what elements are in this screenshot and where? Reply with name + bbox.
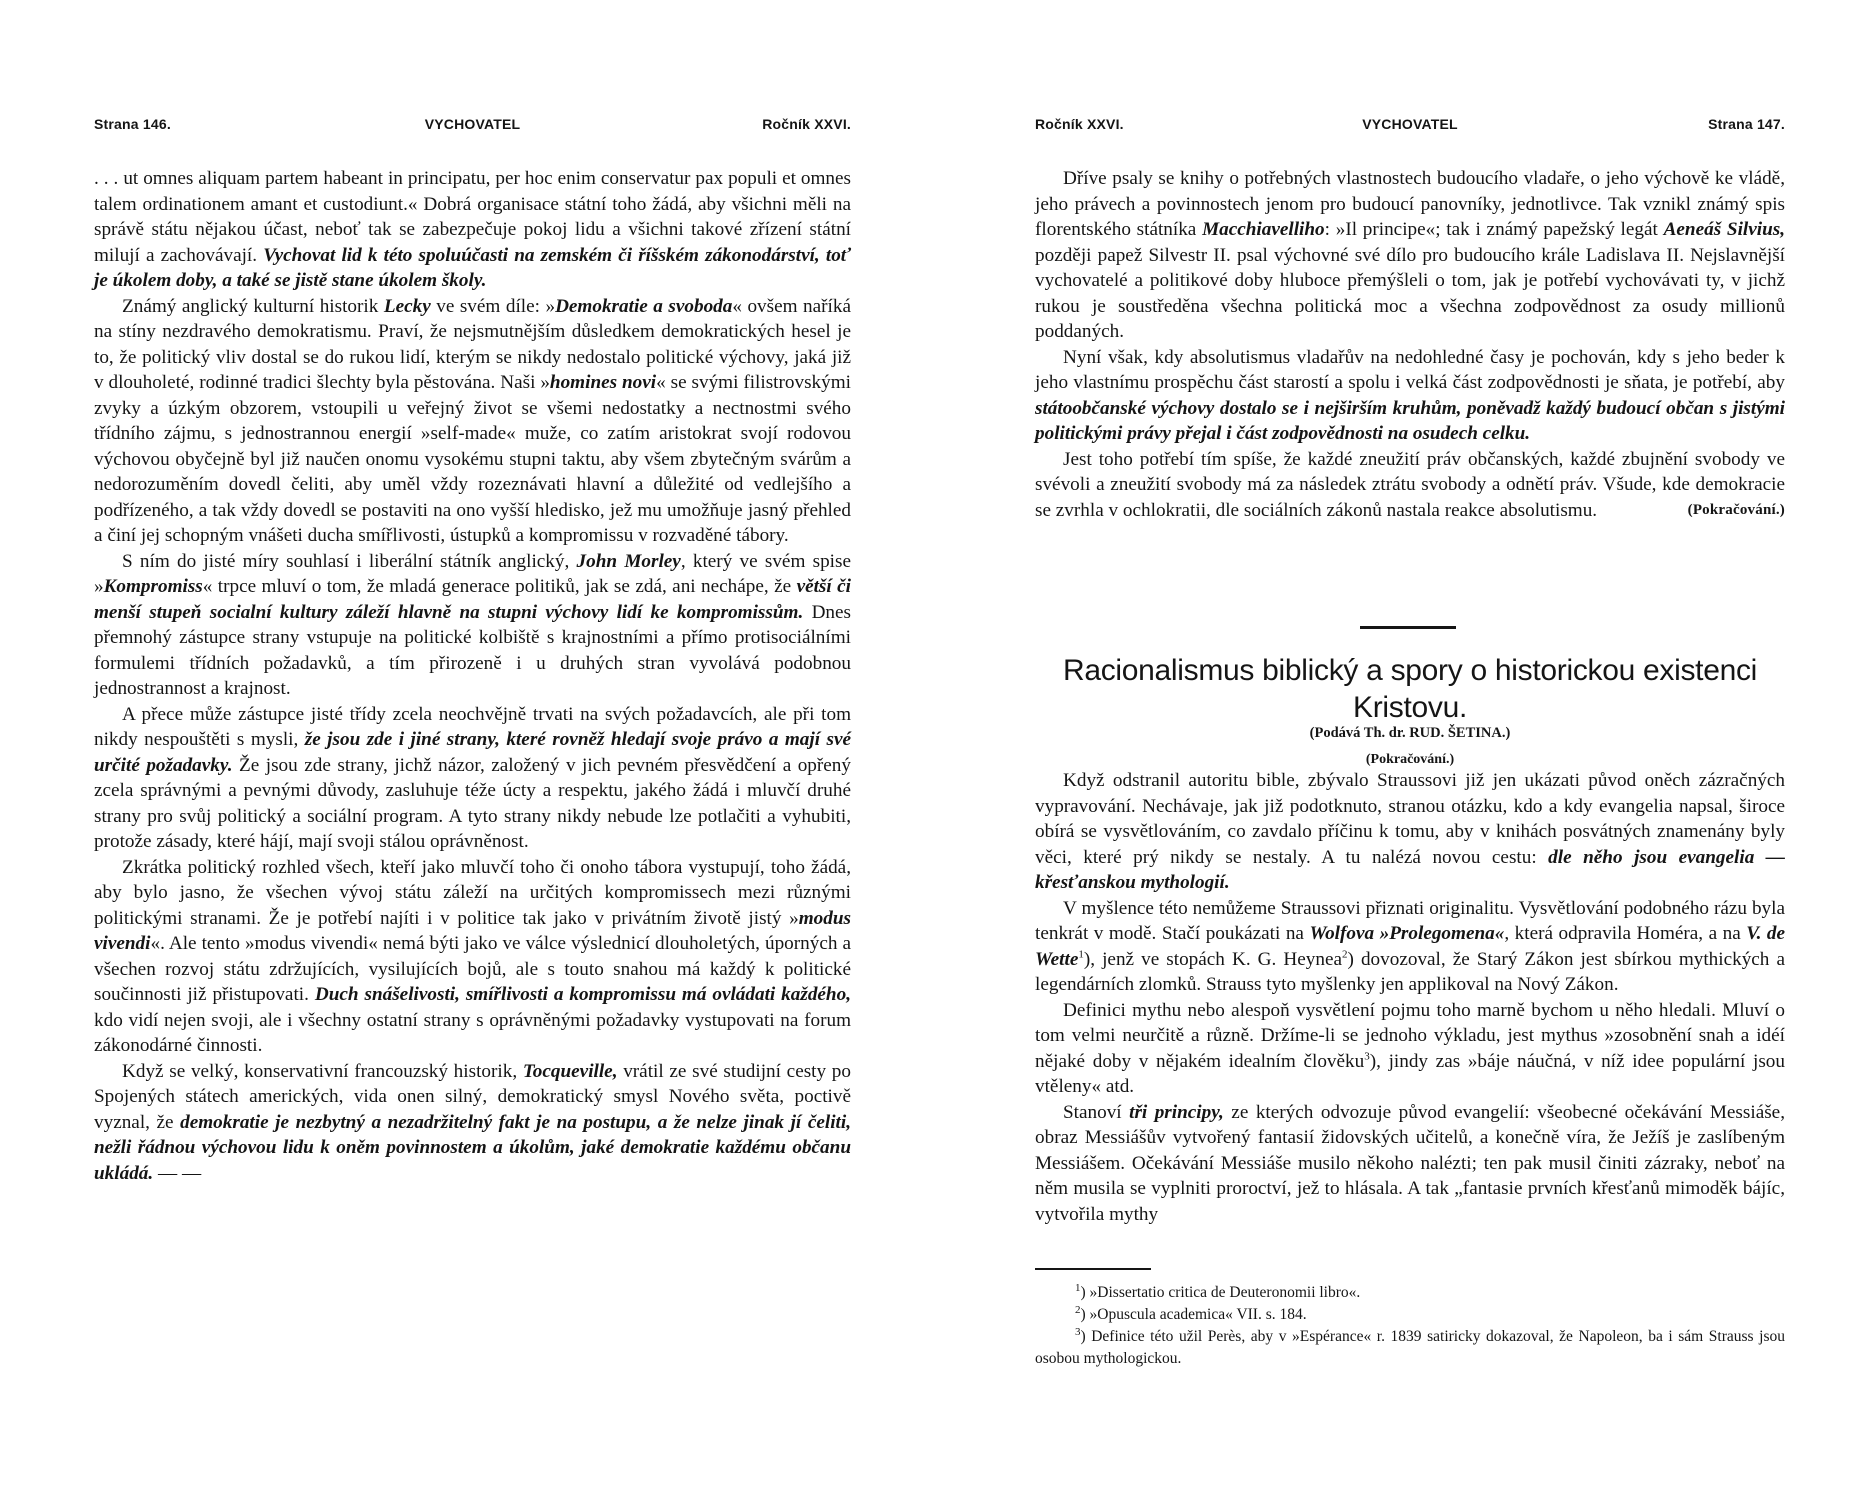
section-separator (1360, 626, 1456, 629)
text-run: Dříve psaly se knihy o potřebných vlastnostech budoucího vladaře, o jeho výchově ke vládě, jeho právech a povinnostech jenom pro budoucí panovníky, jednotlivce. Tak vznikl známý spis florentského státníka (1035, 168, 1785, 240)
text-run: Známý anglický kulturní historik (122, 295, 384, 317)
paragraph (94, 702, 851, 855)
volume-label: Ročník XXVI. (762, 116, 851, 132)
article-body-text (1035, 768, 1785, 1227)
text-run: Stanoví (1063, 1101, 1130, 1123)
emphasis: Vychovat lid k této spoluúčasti na zemském či říšském zákonodárství, toť je úkolem doby, a také se jistě stane úkolem školy. (94, 244, 851, 291)
text-run: Definici mythu nebo alespoň vysvětlení pojmu toho marně bychom u něho hledali. Mluví o tom velmi neurčitě a různě. Držíme-li se jednoho výkladu, jest mythus »zosobnění snah a idéí nějaké doby v nějakém idealním člověku (1035, 999, 1785, 1072)
emphasis: Demokratie a svoboda (555, 295, 733, 317)
emphasis: že jsou zde i jiné strany, které rovněž hledají svoje právo a mají své určité požadavky. (94, 729, 852, 776)
footnote-number: 2 (1075, 1303, 1081, 1316)
text-run: Dnes přemnohý zástupce strany vstupuje na politické kolbiště s krajnostními a přímo protisociálními formulemi třídních požadavků, a tím přirozeně i u druhých stran vyvolává podobnou jednostrannost a krajnost. (94, 601, 851, 699)
paragraph (94, 855, 851, 1059)
text-run: ze kterých odvozuje původ evangelií: všeobecné očekávání Messiáše, obraz Messiášův vytvořený fantasií židovských učitelů, a konečně víra, že Ježíš je zaslíbeným Messiášem. Očekávání Messiáše musilo někoho nalézti; ten pak musil činiti zázraky, neboť na něm musila se vyplniti proroctví, jež to hlásala. A tak „fantasie prvních křesťanů mimoděk bájíc, vytvořila mythy (1035, 1101, 1785, 1225)
paragraph (1035, 768, 1785, 896)
text-run: Zkrátka politický rozhled všech, kteří jako mluvčí toho či onoho tábora vystupují, toho žádá, aby bylo jasno, že všechen vývoj státu záleží na určitých kompromissech mezi různými politickými stranami. Že je potřebí najíti i v politice tak jako v privátním životě jistý » (94, 856, 851, 929)
footnote-number: 1 (1075, 1281, 1081, 1294)
right-body-text (1035, 166, 1785, 523)
emphasis: homines novi (549, 372, 657, 393)
continued-note: (Pokračování.) (1687, 501, 1785, 518)
emphasis: modus vivendi (94, 907, 851, 954)
text-run: ), jindy zas »báje náučná, v níž idee populární jsou vtěleny« atd. (1035, 1050, 1785, 1097)
text-run: S ním do jisté míry souhlasí i liberální státník anglický, (122, 550, 577, 572)
text-run: , která odpravila Homéra, a na (1504, 923, 1747, 944)
emphasis: Aeneáš Silvius, (1663, 219, 1786, 240)
text-run: «. Ale tento »modus vivendi« nemá býti jako ve válce výslednicí dlouholetých, úporných a všechen rozvoj státu zdržujících, vysilujících bojů, ale s touto snahou má každý k politické součinnosti již přistupovati. (94, 933, 851, 1005)
emphasis: státoobčanské výchovy dostalo se i nejširším kruhům, poněvadž každý budoucí občan s jistými politickými právy přejal i část zodpovědnosti na osudech celku. (1035, 397, 1785, 444)
continued-note: (Pokračování.) (1365, 752, 1455, 767)
paragraph (94, 549, 851, 702)
paragraph (1035, 896, 1785, 998)
footnote-rule (1035, 1268, 1151, 1270)
paragraph (1035, 1100, 1785, 1228)
text-run: . . . ut omnes aliquam partem habeant in principatu, per hoc enim conservatur pax populi et omnes talem ordinationem amant et custodiunt.« Dobrá organisace státní toho žádá, aby všichni měli na správě státu nějakou účast, neboť tak se zabezpečuje pokoj lidu a všichni takové zřízení státní milují a zachovávají. (94, 168, 851, 266)
emphasis: Kompromiss (103, 576, 203, 597)
text-run: V myšlence této nemůžeme Straussovi přiznati originalitu. Vysvětlování podobného rázu byla tenkrát v modě. Stačí poukázati na (1035, 897, 1785, 944)
footnote-marker: 2 (1342, 948, 1348, 961)
emphasis: John Morley (576, 550, 681, 572)
emphasis: Macchiavelliho (1202, 219, 1325, 240)
emphasis: V. de Wette (1035, 923, 1786, 970)
page-number: Strana 146. (94, 116, 171, 132)
footnotes (1035, 1282, 1785, 1370)
text-run: vrátil ze své studijní cesty po Spojených státech amerických, vida onen silný, demokratický smysl Nového světa, poctivě vyznal, že (94, 1060, 851, 1133)
paragraph (94, 166, 851, 294)
volume-label: Ročník XXVI. (1035, 116, 1124, 132)
footnote (1035, 1304, 1785, 1326)
text-run: kdo vidí nejen svoji, ale i všechny ostatní strany s oprávněnými požadavky vystupovati na forum zákonodárné činnosti. (94, 1009, 851, 1056)
paragraph (1035, 345, 1785, 447)
running-header-right (1035, 116, 1785, 138)
article-byline: (Podává Th. dr. RUD. ŠETINA.) (1309, 725, 1511, 741)
text-run: později papež Silvestr II. psal výchovné své dílo pro budoucího krále Ladislava II. Nejslavnější vychovatelé a politikové doby hluboce přemýšleli o tom, jak je potřebí vychovávati ty, v jichž rukou je soustředěna všechna politická moc a všechna zodpovědnost za osudy millionů poddaných. (1035, 244, 1785, 342)
text-run: , který ve svém spise » (94, 550, 851, 597)
emphasis: Wolfova »Prolegomena« (1309, 923, 1505, 944)
text-run: Když se velký, konservativní francouzský historik, (122, 1060, 523, 1082)
emphasis: demokratie je nezbytný a nezadržitelný fakt je na postupu, a že nelze jinak jí čeliti, nežli řádnou výchovou lidu k oněm povinnostem a úkolům, jaké demokratie každému občanu ukládá. (94, 1111, 851, 1184)
emphasis: větší či menší stupeň socialní kultury záleží hlavně na stupni výchovy lidí ke kompromissům. (94, 576, 851, 623)
text-run: ve svém díle: » (430, 295, 556, 317)
emphasis: tři principy, (1129, 1101, 1224, 1123)
emphasis: dle něho jsou evangelia — křesťanskou mythologií. (1035, 846, 1785, 893)
footnote (1035, 1326, 1785, 1370)
emphasis: Lecky (383, 295, 431, 317)
page-number: Strana 147. (1708, 116, 1785, 132)
text-run: ) dovozoval, že Starý Zákon jest sbírkou mythických a legendárních zlomků. Strauss tyto myšlenky jen applikoval na Nový Zákon. (1035, 948, 1785, 995)
text-run: Nyní však, kdy absolutismus vladařův na nedohledné časy je pochován, kdy s jeho beder k jeho vlastnímu prospěchu část starostí a spolu i velká část zodpovědnosti je sňata, je potřebí, aby (1035, 346, 1785, 393)
emphasis: Tocqueville, (522, 1060, 618, 1082)
paragraph (1035, 998, 1785, 1100)
text-run: Jest toho potřebí tím spíše, že každé zneužití práv občanských, každé zbujnění svobody ve svévoli a zneužití svobody má za následek ztrátu svobody a odnětí práv. Všude, kde demokracie se zvrhla v ochlokratii, dle sociálních zákonů nastala reakce absolutismu. (1035, 448, 1785, 521)
text-run: ), jenž ve stopách K. G. Heynea (1083, 948, 1342, 970)
text-run: « trpce mluví o tom, že mladá generace politiků, jak se zdá, ani nechápe, že (202, 576, 797, 597)
text-run: Že jsou zde strany, jichž názor, založený v jich pevném přesvědčení a opřený zcela správnými a pevnými důvody, zasluhuje téže úcty a respektu, jakého žádá i mluvčí druhé strany pro svůj politický a sociální program. A tyto strany nikdy nebude lze potlačiti a vyhubiti, protože zásady, které hájí, mají svoji stálou oprávněnost. (94, 754, 851, 852)
paragraph (1035, 447, 1785, 524)
text-run: « se svými filistrovskými zvyky a úzkým obzorem, vstoupili u veřejný život se všemi nedostatky a nectnostmi svého třídního zájmu, s jednostrannou energií »self-made« muže, co zatím aristokrat svojí rodovou výchovou obyčejně byl již naučen onomu vysokému stupni taktu, aby všem zbytečným svárům a nedorozuměním dovedl čeliti, aby uměl vždy rozeznávati hlavní a důležité od vedlejšího a podřízeného, a tak vždy dovedl se postaviti na ono vyšší hledisko, jež mu umožňuje jasný přehled a činí jej schopným vnášeti ducha smířlivosti, ústupků a kompromissu v rozvaděné tábory. (94, 372, 851, 546)
text-run: A přece může zástupce jisté třídy zcela neochvějně trvati na svých požadavcích, ale při tom nikdy nespouštěti s mysli, (94, 703, 851, 750)
left-body-text (94, 166, 851, 1186)
paragraph (94, 1059, 851, 1187)
footnote-text: ) Definice této užil Perès, aby v »Espérance« r. 1839 satiricky dokazoval, že Napoleon, ba i sám Strauss jsou osobou mythologickou. (1035, 1328, 1785, 1367)
text-run: « ovšem naříká na stíny nezdravého demokratismu. Praví, že nejsmutnějším důsledkem demokratických hesel je to, že politický vliv dostal se do rukou lidí, kterým se nikdy nedostalo politické výchovy, jaká již v dlouholeté, rodinné tradici šlechty byla pěstována. Naši » (94, 295, 852, 393)
journal-title: VYCHOVATEL (424, 116, 521, 132)
article-title: Racionalismus biblický a spory o historickou existenci Kristovu. (1062, 654, 1758, 724)
journal-title: VYCHOVATEL (1362, 116, 1458, 132)
text-run: : »Il principe«; tak i známý papežský legát (1324, 219, 1664, 240)
footnote-text: ) »Dissertatio critica de Deuteronomii libro«. (1080, 1284, 1361, 1301)
paragraph (1035, 166, 1785, 345)
footnote-marker: 1 (1078, 948, 1084, 961)
emphasis: Duch snášelivosti, smířlivosti a kompromissu má ovládati každého, (314, 984, 851, 1005)
footnote-marker: 3 (1364, 1050, 1370, 1063)
text-run: — — (153, 1162, 202, 1184)
footnote-text: ) »Opuscula academica« VII. s. 184. (1080, 1306, 1307, 1323)
paragraph (94, 294, 851, 549)
running-header-left (94, 116, 851, 138)
footnote (1035, 1282, 1785, 1304)
footnote-number: 3 (1075, 1325, 1081, 1338)
text-run: Když odstranil autoritu bible, zbývalo Straussovi již jen ukázati původ oněch zázračných vypravování. Nechávaje, jak již podotknuto, stranou otázku, kdo a kdy evangelia napsal, široce obírá se vysvětlováním, co zavdalo příčinu k tomu, aby v knihách posvátných znamenány byly věci, které prý nikdy se nestaly. A tu nalézá novou cestu: (1035, 770, 1785, 868)
